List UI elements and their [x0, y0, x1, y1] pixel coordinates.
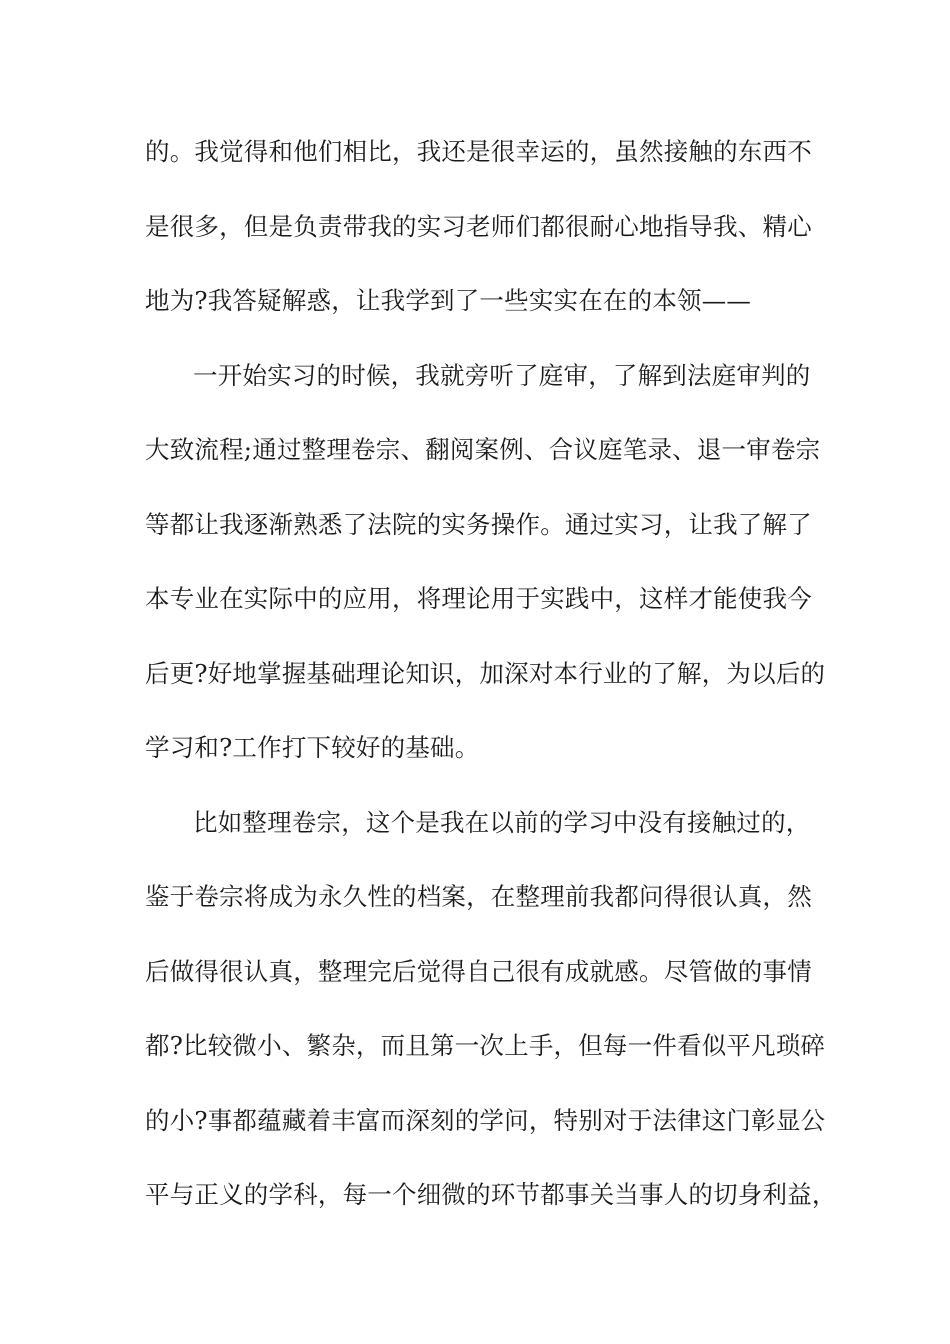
text-line: 平与正义的学科，每一个细微的环节都事关当事人的切身利益，: [145, 1180, 837, 1209]
text-line: 都?比较微小、繁杂，而且第一次上手，但每一件看似平凡琐碎: [145, 1031, 826, 1060]
paragraph-start-line: 比如整理卷宗，这个是我在以前的学习中没有接触过的，: [193, 807, 811, 837]
text-line: 的。我觉得和他们相比，我还是很幸运的，虽然接触的东西不: [145, 137, 812, 166]
text-line: 地为?我答疑解惑，让我学到了一些实实在在的本领——: [145, 286, 752, 315]
text-line: 后更?好地掌握基础理论知识，加深对本行业的了解，为以后的: [145, 658, 826, 688]
text-line: 等都让我逐渐熟悉了法院的实务操作。通过实习，让我了解了: [145, 509, 812, 539]
text-line: 大致流程;通过整理卷宗、翻阅案例、合议庭笔录、退一审卷宗: [145, 435, 821, 464]
text-line: 学习和?工作打下较好的基础。: [145, 733, 480, 762]
text-line: 后做得很认真，整理完后觉得自己很有成就感。尽管做的事情: [145, 956, 812, 986]
text-line: 鉴于卷宗将成为永久性的档案，在整理前我都问得很认真，然: [145, 882, 812, 911]
text-line: 本专业在实际中的应用，将理论用于实践中，这样才能使我今: [145, 584, 812, 613]
text-line: 是很多，但是负责带我的实习老师们都很耐心地指导我、精心: [145, 211, 812, 241]
body-text: [145, 128, 837, 1246]
paragraph-start-line: 一开始实习的时候，我就旁听了庭审，了解到法庭审判的: [193, 360, 811, 390]
text-line: 的小?事都蕴藏着丰富而深刻的学问，特别对于法律这门彰显公: [145, 1105, 826, 1135]
